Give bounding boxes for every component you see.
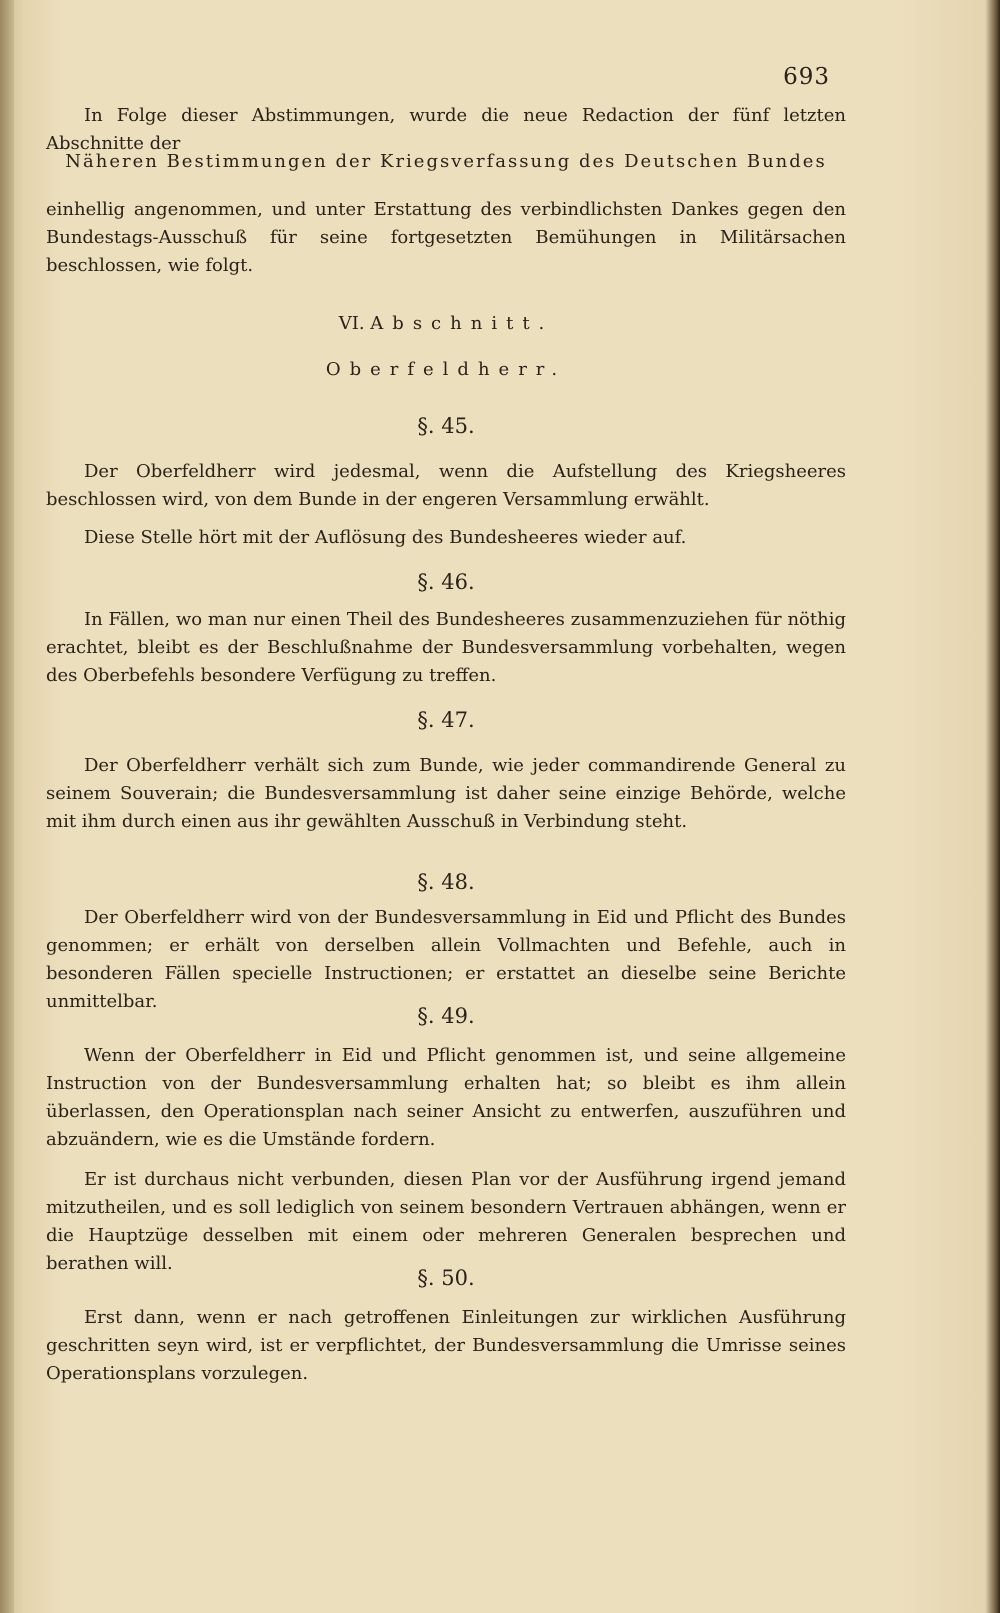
section-heading-45: §. 45. (417, 414, 475, 438)
chapter-word: Abschnitt. (370, 313, 554, 334)
section-heading-49: §. 49. (417, 1004, 475, 1028)
section-heading-50: §. 50. (417, 1266, 475, 1290)
page-number: 693 (783, 64, 830, 90)
paragraph: Der Oberfeldherr wird jedesmal, wenn die Aufstellung des Kriegsheeres beschlossen wird, von dem Bunde in der engeren Versammlung erwählt. (46, 461, 846, 510)
paragraph: Der Oberfeldherr wird von der Bundesversammlung in Eid und Pflicht des Bundes genommen; er erhält von derselben allein Vollmachten und Befehle, auch in besonderen Fällen specielle Instructionen; er erstattet an dieselbe seine Berichte unmittelbar. (46, 907, 846, 1012)
intro-line-3: einhellig angenommen, und unter Erstattung des verbindlichsten Dankes gegen den Bundestags-Ausschuß für seine fortgesetzten Bemühungen in Militärsachen beschlossen, wie folgt. (46, 199, 846, 276)
intro-line-1: In Folge dieser Abstimmungen, wurde die neue Redaction der fünf letzten Abschnitte der (46, 105, 846, 154)
paragraph: Der Oberfeldherr verhält sich zum Bunde, wie jeder commandirende General zu seinem Souverain; die Bundesversammlung ist daher seine einzige Behörde, welche mit ihm durch einen aus ihr gewählten Ausschuß in Verbindung steht. (46, 755, 846, 832)
section-47-body (46, 752, 846, 836)
section-50-body (46, 1304, 846, 1388)
paragraph: Er ist durchaus nicht verbunden, diesen Plan vor der Ausführung irgend jemand mitzutheilen, und es soll lediglich von seinem besondern Vertrauen abhängen, wenn er die Hauptzüge desselben mit einem oder mehreren Generalen besprechen und berathen will. (46, 1169, 846, 1274)
chapter-title: Oberfeldherr. (325, 359, 567, 380)
paragraph: In Fällen, wo man nur einen Theil des Bundesheeres zusammenzuziehen für nöthig erachtet, bleibt es der Beschlußnahme der Bundesversammlung vorbehalten, wegen des Oberbefehls besondere Verfügung zu treffen. (46, 609, 846, 686)
section-45-body-2 (46, 524, 846, 552)
page-spine-shadow (0, 0, 14, 1613)
chapter-title-block (46, 356, 846, 384)
intro-continuation-block (46, 196, 846, 280)
section-49-body (46, 1042, 846, 1154)
paragraph: Wenn der Oberfeldherr in Eid und Pflicht genommen ist, und seine allgemeine Instruction von der Bundesversammlung erhalten hat; so bleibt es ihm allein überlassen, den Operationsplan nach seiner Ansicht zu entwerfen, auszuführen und abzuändern, wie es die Umstände fordern. (46, 1045, 846, 1150)
section-49-body-2 (46, 1166, 846, 1278)
paragraph: Diese Stelle hört mit der Auflösung des Bundesheeres wieder auf. (84, 527, 687, 548)
section-heading-46: §. 46. (417, 570, 475, 594)
paragraph: Erst dann, wenn er nach getroffenen Einleitungen zur wirklichen Ausführung geschritten seyn wird, ist er verpflichtet, der Bundesversammlung die Umrisse seines Operationsplans vorzulegen. (46, 1307, 846, 1384)
chapter-number: VI. (338, 313, 365, 334)
section-heading-48: §. 48. (417, 870, 475, 894)
section-48-body (46, 904, 846, 1016)
intro-title-block (46, 148, 846, 176)
section-heading-47: §. 47. (417, 708, 475, 732)
chapter-heading (46, 310, 846, 338)
section-46-body (46, 606, 846, 690)
section-45-body (46, 458, 846, 514)
intro-line-2: Näheren Bestimmungen der Kriegsverfassung des Deutschen Bundes (65, 151, 827, 172)
